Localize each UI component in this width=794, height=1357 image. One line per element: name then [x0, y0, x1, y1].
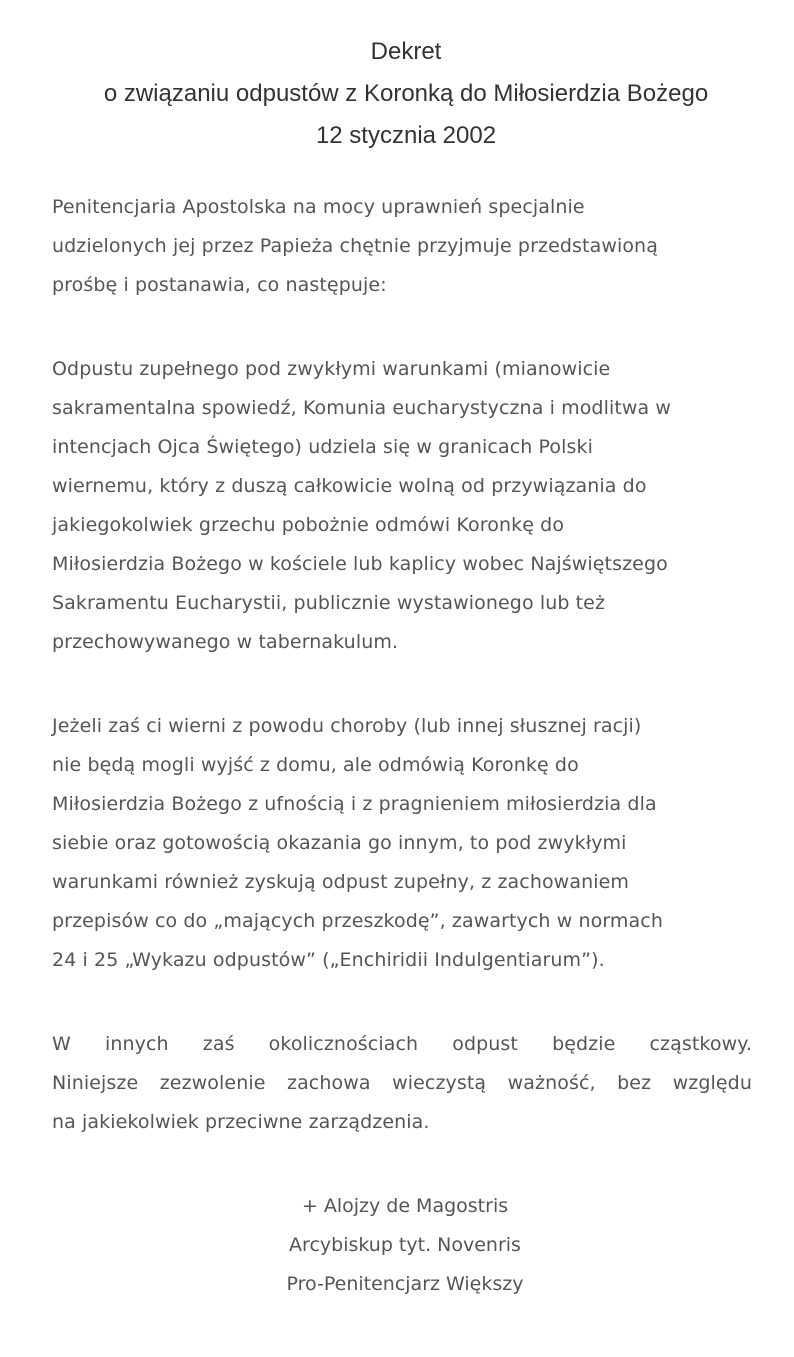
text-line: Niniejsze zezwolenie zachowa wieczystą ważność, bez względu: [52, 1072, 752, 1094]
paragraph-plenary-indulgence: [52, 350, 752, 662]
text-line: Miłosierdzia Bożego w kościele lub kaplicy wobec Najświętszego: [52, 553, 668, 575]
signature-name: + Alojzy de Magostris: [301, 1195, 509, 1217]
text-line: przechowywanego w tabernakulum.: [52, 631, 399, 653]
text-line: siebie oraz gotowością okazania go innym, to pod zwykłymi: [52, 832, 627, 854]
text-line: na jakiekolwiek przeciwne zarządzenia.: [52, 1111, 430, 1133]
text-line: Odpustu zupełnego pod zwykłymi warunkami (mianowicie: [52, 358, 611, 380]
signature-office: Pro-Penitencjarz Większy: [286, 1273, 524, 1295]
text-line: Miłosierdzia Bożego z ufnością i z pragnieniem miłosierdzia dla: [52, 793, 657, 815]
document-date: 12 stycznia 2002: [315, 122, 497, 149]
text-line: prośbę i postanawia, co następuje:: [52, 274, 387, 296]
document-body: [52, 188, 752, 1187]
text-line: Sakramentu Eucharystii, publicznie wystawionego lub też: [52, 592, 606, 614]
text-line: udzielonych jej przez Papieża chętnie przyjmuje przedstawioną: [52, 235, 658, 257]
document-header: [18, 0, 794, 157]
paragraph-partial-indulgence: [52, 1025, 752, 1142]
text-line: przepisów co do „mających przeszkodę”, zawartych w normach: [52, 910, 663, 932]
signature-title: Arcybiskup tyt. Novenris: [289, 1234, 521, 1256]
text-line: intencjach Ojca Świętego) udziela się w granicach Polski: [52, 436, 594, 458]
text-line: 24 i 25 „Wykazu odpustów” („Enchiridii Indulgentiarum”).: [52, 949, 605, 971]
paragraph-sick-faithful: [52, 707, 752, 980]
text-line: wiernemu, który z duszą całkowicie wolną od przywiązania do: [52, 475, 647, 497]
text-line: sakramentalna spowiedź, Komunia eucharystyczna i modlitwa w: [52, 397, 672, 419]
text-line: nie będą mogli wyjść z domu, ale odmówią Koronkę do: [52, 754, 579, 776]
signature-block: [0, 1187, 794, 1304]
paragraph-intro: [52, 188, 752, 305]
text-line: jakiegokolwiek grzechu pobożnie odmówi Koronkę do: [52, 514, 565, 536]
text-line: W innych zaś okolicznościach odpust będzie cząstkowy.: [52, 1033, 752, 1055]
document-title: Dekret: [370, 38, 442, 65]
text-line: Jeżeli zaś ci wierni z powodu choroby (lub innej słusznej racji): [52, 715, 642, 737]
document-subtitle: o związaniu odpustów z Koronką do Miłosierdzia Bożego: [103, 80, 709, 107]
text-line: warunkami również zyskują odpust zupełny, z zachowaniem: [52, 871, 629, 893]
text-line: Penitencjaria Apostolska na mocy uprawnień specjalnie: [52, 196, 585, 218]
